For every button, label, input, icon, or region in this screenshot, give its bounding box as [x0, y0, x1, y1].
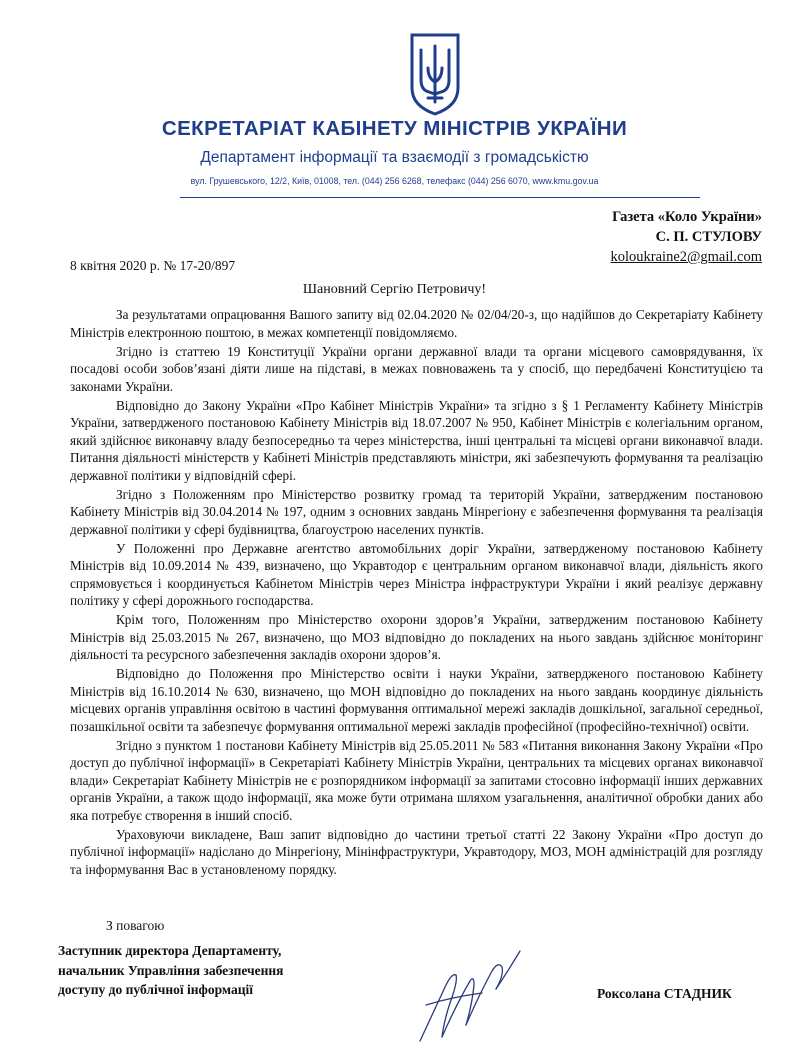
signer-position-line: Заступник директора Департаменту,	[58, 943, 282, 958]
body-paragraph: Згідно з Положенням про Міністерство розвитку громад та територій України, затвердженим постановою Кабінету Міністрів від 30.04.2014 № 197, одним з основних завдань Мінрегіону є забезпечення формування та реалізація державної політики у сфері будівництва, благоустрою населених пунктів.	[70, 486, 763, 537]
contact-line: вул. Грушевського, 12/2, Київ, 01008, тел. (044) 256 6268, телефакс (044) 256 6070, www.kmu.gov.ua	[190, 176, 599, 186]
body-paragraph: Згідно з пунктом 1 постанови Кабінету Міністрів від 25.05.2011 № 583 «Питання виконання Закону України «Про доступ до публічної інформації» в Секретаріаті Кабінету Міністрів України, центральних та місцевих органах виконавчої влади» Секретаріат Кабінету Міністрів не є розпорядником інформації за запитами стосовно інформації інших державних органів України, а також щодо інформації, яка може бути отримана шляхом узагальнення, аналітичної обробки даних або яка потребує створення в інший спосіб.	[70, 737, 763, 823]
body-paragraph: Крім того, Положенням про Міністерство охорони здоров’я України, затвердженим постановою Кабінету Міністрів від 25.03.2015 № 267, визначено, що МОЗ відповідно до покладених на нього завдань здійснює моніторинг діяльності та ресурсного забезпечення закладів охорони здоров’я.	[70, 612, 763, 662]
coat-of-arms-trident-icon	[408, 32, 462, 116]
recipient-email-link[interactable]: koloukraine2@gmail.com	[610, 249, 762, 265]
body-paragraph: Згідно із статтею 19 Конституції України органи державної влади та органи місцевого самоврядування, їх посадові особи зобов’язані діяти лише на підставі, в межах повноважень та у спосіб, що передбачені Конституцією та законами України.	[70, 343, 763, 394]
closing-regards: З повагою	[106, 918, 165, 933]
handwritten-signature	[412, 945, 530, 1045]
letter-body	[70, 306, 763, 880]
recipient-block	[520, 207, 762, 267]
signer-position	[58, 941, 348, 1000]
body-paragraph: Відповідно до Положення про Міністерство освіти і науки України, затвердженого постановою Кабінету Міністрів від 16.10.2014 № 630, визначено, що МОН відповідно до покладених на нього завдань координує діяльність місцевих органів управління освітою в частині формування оптимальної мережі закладів дошкільної, загальної середньої, позашкільної освіти та забезпечує формування оптимальної мережі закладів професійної (професійно-технічної) освіти.	[70, 666, 763, 734]
organization-title: СЕКРЕТАРІАТ КАБІНЕТУ МІНІСТРІВ УКРАЇНИ	[161, 117, 628, 140]
body-paragraph: За результатами опрацювання Вашого запиту від 02.04.2020 № 02/04/20-з, що надійшов до Секретаріату Кабінету Міністрів електронною поштою, в межах компетенції повідомляємо.	[70, 307, 763, 340]
signer-position-line: начальник Управління забезпечення	[58, 962, 284, 978]
department-title: Департамент інформації та взаємодії з громадськістю	[200, 149, 589, 166]
salutation: Шановний Сергію Петровичу!	[302, 282, 487, 297]
letterhead-divider	[180, 197, 700, 198]
recipient-newspaper: Газета «Коло України»	[612, 209, 762, 225]
document-date-number: 8 квітня 2020 р. № 17-20/897	[70, 258, 236, 273]
recipient-name: С. П. СТУЛОВУ	[655, 229, 762, 245]
body-paragraph: Відповідно до Закону України «Про Кабінет Міністрів України» та згідно з § 1 Регламенту Кабінету Міністрів України, затвердженого постановою Кабінету Міністрів від 18.07.2007 № 950, Кабінет Міністрів є колегіальним органом, який здійснює виконавчу владу безпосередньо та через міністерства, інші центральні та місцеві органи виконавчої влади. Питання діяльності міністерств у Кабінеті Міністрів представляють міністри, які забезпечують формування та реалізацію державної політики у відповідній сфері.	[70, 397, 763, 483]
signer-position-line: доступу до публічної інформації	[58, 982, 254, 997]
body-paragraph: Ураховуючи викладене, Ваш запит відповідно до частини третьої статті 22 Закону України «Про доступ до публічної інформації» надіслано до Мінрегіону, Мінінфраструктури, Укравтодору, МОЗ, МОН адміністрацій для розгляду та інформування Вас в установленому порядку.	[70, 826, 763, 877]
signer-name: Роксолана СТАДНИК	[597, 986, 732, 1001]
body-paragraph: У Положенні про Державне агентство автомобільних доріг України, затвердженому постановою Кабінету Міністрів від 10.09.2014 № 439, визначено, що Укравтодор є центральним органом виконавчої влади, діяльність якого спрямовується і координується Кабінетом Міністрів через Міністра інфраструктури України і який реалізує державну політику у сфері дорожнього господарства.	[70, 540, 763, 608]
